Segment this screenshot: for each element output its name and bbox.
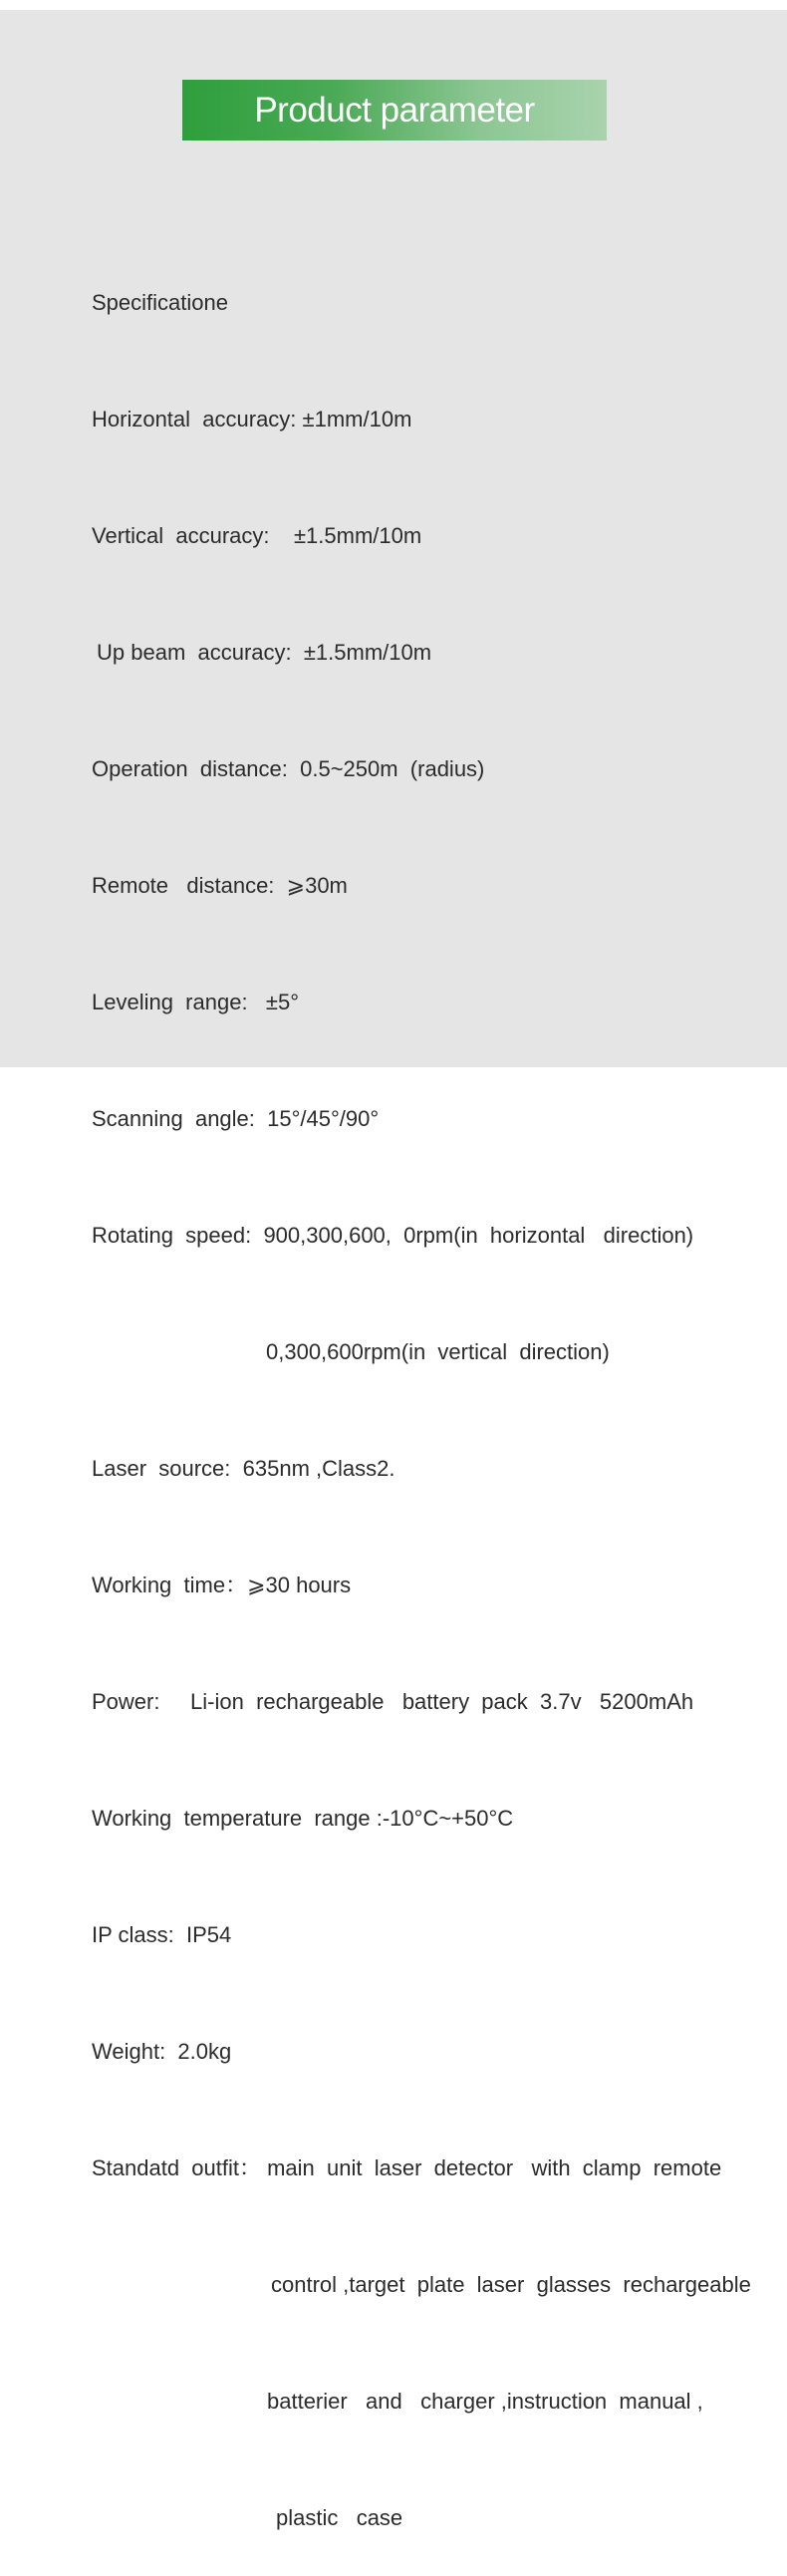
spec-rotating-speed-continued: 0,300,600rpm(in vertical direction)	[266, 1339, 610, 1364]
spec-standard-outfit-continued-2: batterier and charger ,instruction manual ,	[267, 2389, 703, 2414]
page-title: Product parameter	[182, 80, 607, 141]
spec-power: Power: Li-ion rechargeable battery pack 3.7v 5200mAh	[92, 1689, 694, 1714]
spec-ip-class: IP class: IP54	[92, 1922, 232, 1947]
spec-list	[92, 205, 751, 2576]
spec-scanning-angle: Scanning angle: 15°/45°/90°	[92, 1106, 380, 1131]
spec-standard-outfit-continued-3: plastic case	[276, 2505, 403, 2530]
spec-heading: Specificatione	[92, 290, 228, 315]
spec-leveling-range: Leveling range: ±5°	[92, 990, 300, 1014]
spec-standard-outfit-continued-1: control ,target plate laser glasses rechargeable	[271, 2272, 751, 2297]
spec-working-temperature: Working temperature range :-10°C~+50°C	[92, 1806, 514, 1831]
spec-working-time: Working time：⩾30 hours	[92, 1573, 352, 1597]
spec-remote-distance: Remote distance: ⩾30m	[92, 873, 348, 898]
spec-up-beam-accuracy: Up beam accuracy: ±1.5mm/10m	[97, 640, 432, 665]
spec-rotating-speed: Rotating speed: 900,300,600, 0rpm(in horizontal direction)	[92, 1223, 694, 1248]
spec-laser-source: Laser source: 635nm ,Class2.	[92, 1456, 395, 1481]
spec-horizontal-accuracy: Horizontal accuracy: ±1mm/10m	[92, 407, 412, 431]
spec-vertical-accuracy: Vertical accuracy: ±1.5mm/10m	[92, 523, 422, 548]
spec-operation-distance: Operation distance: 0.5~250m (radius)	[92, 756, 485, 781]
spec-standard-outfit: Standatd outfit： main unit laser detector with clamp remote	[92, 2155, 722, 2180]
spec-weight: Weight: 2.0kg	[92, 2039, 232, 2064]
